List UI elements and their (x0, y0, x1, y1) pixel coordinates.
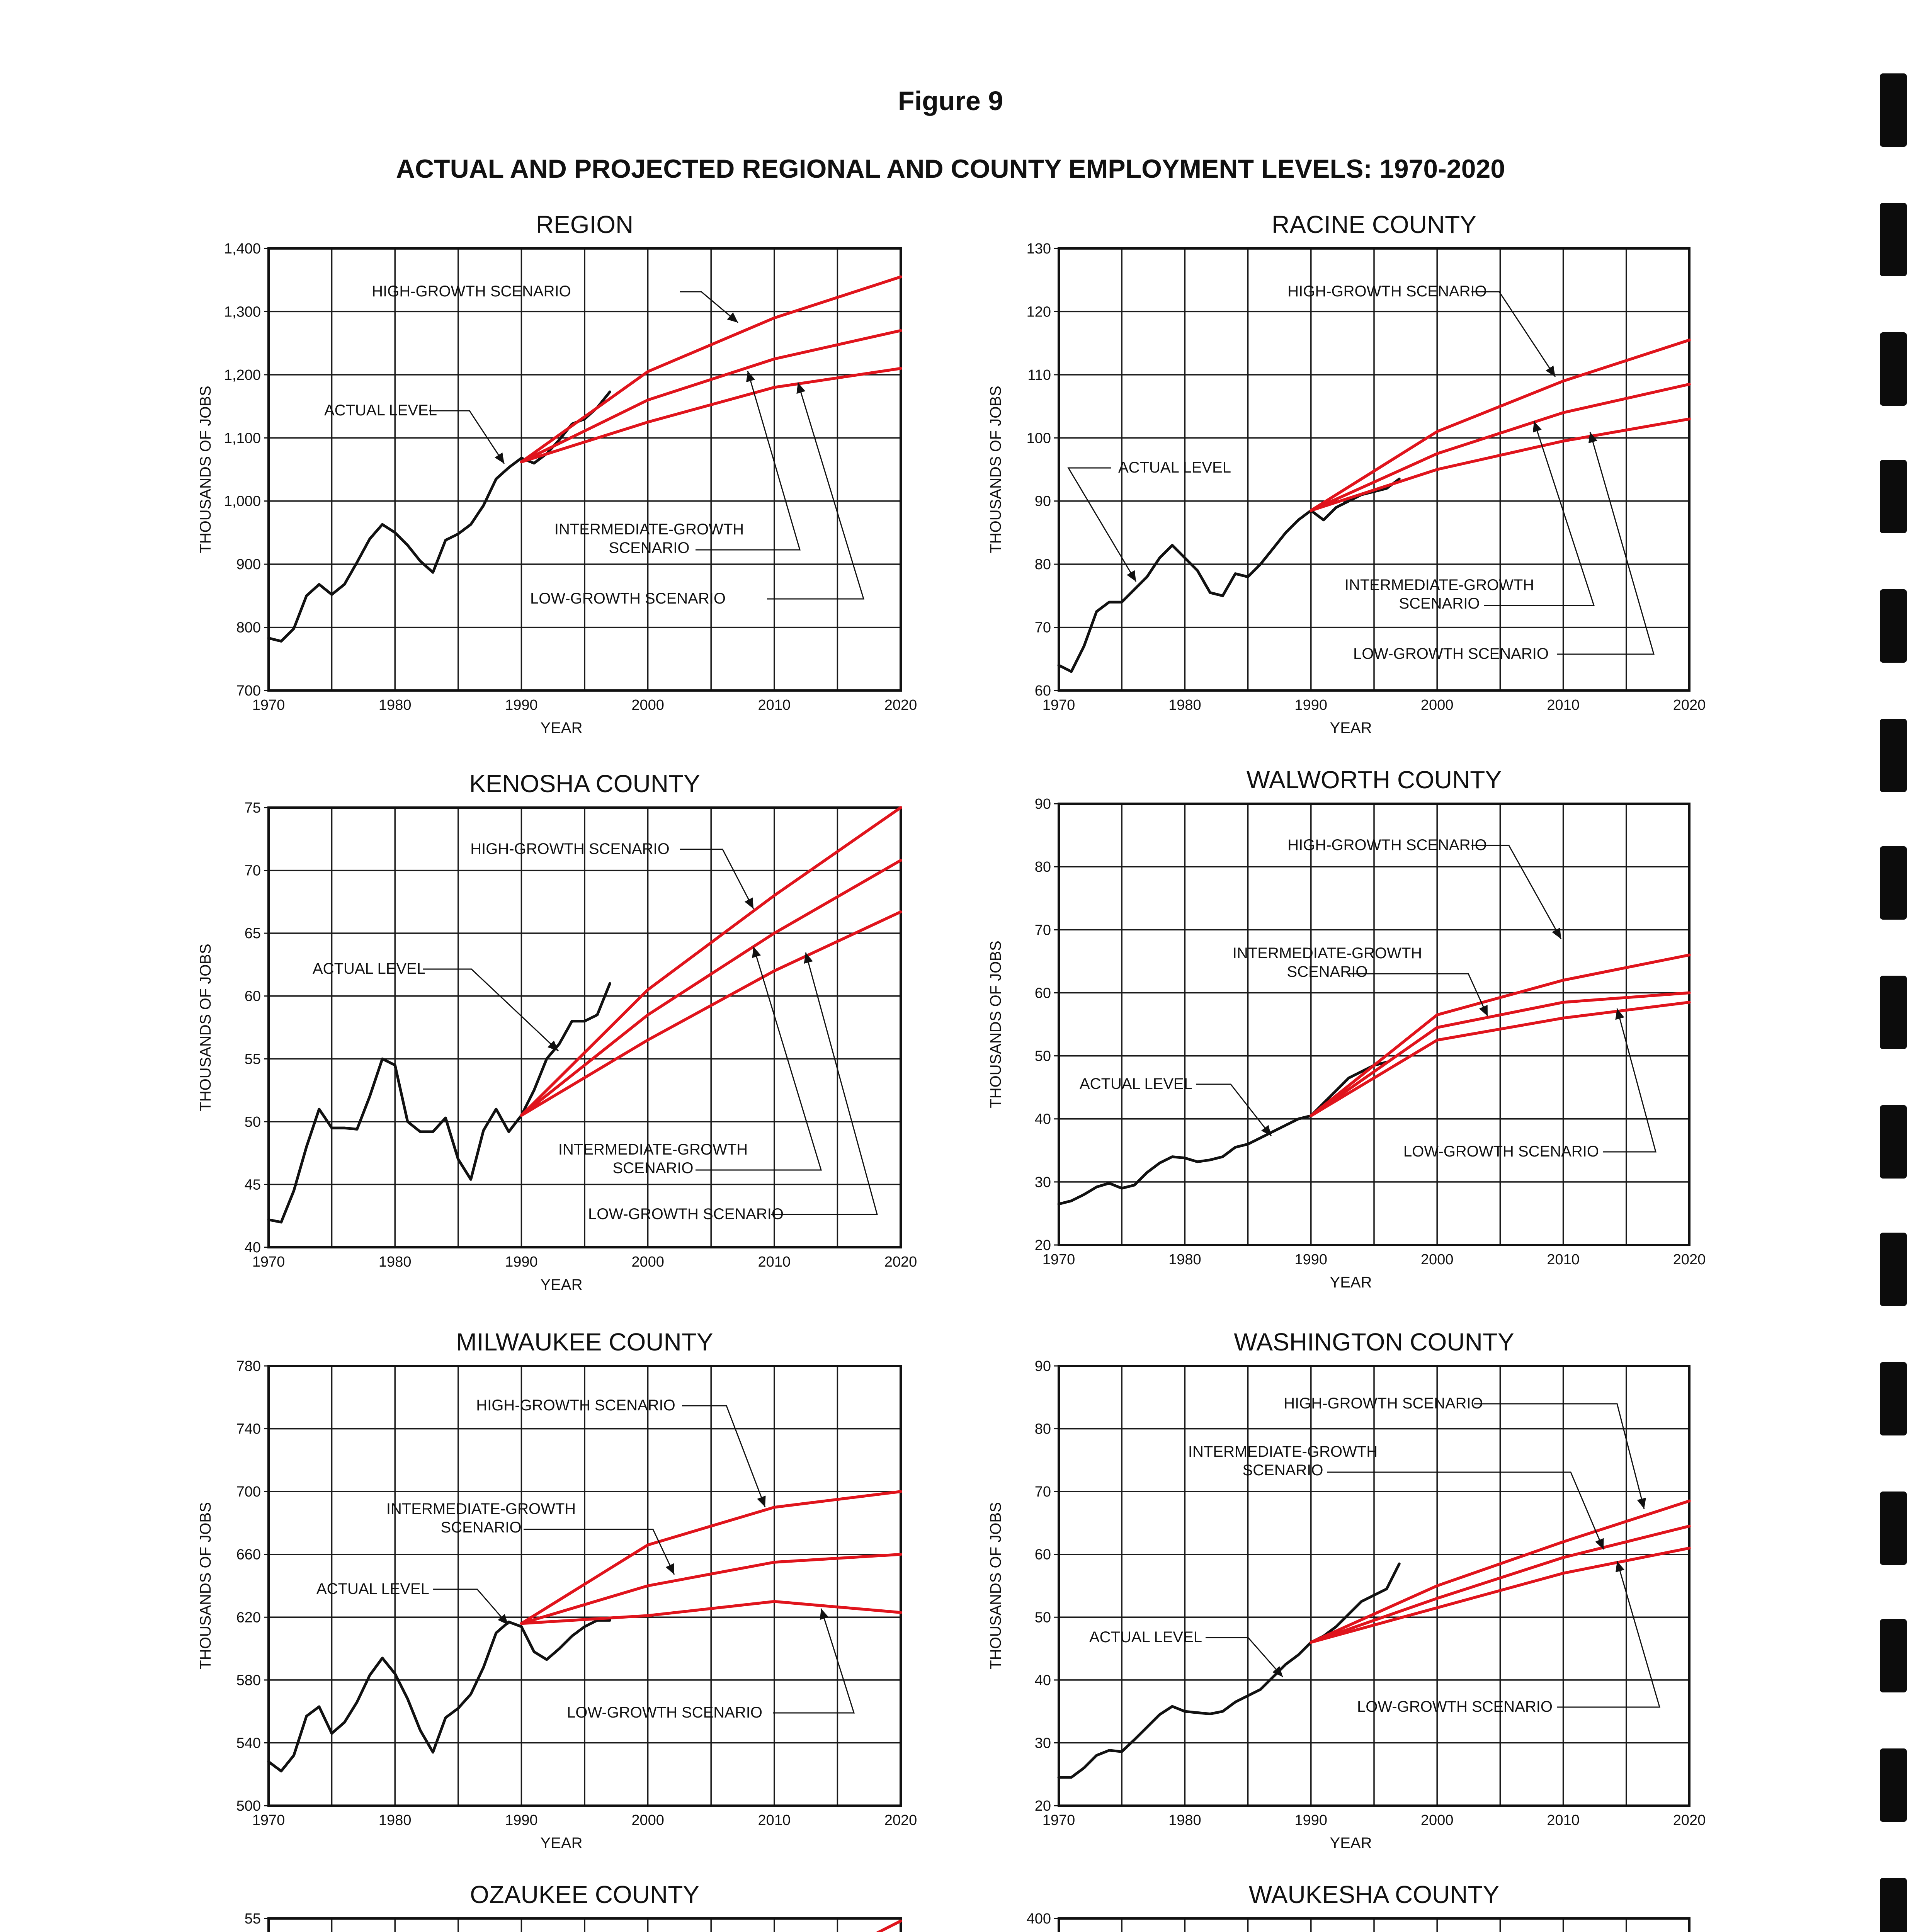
x-tick-label: 1990 (1294, 1252, 1328, 1268)
leader-arrow (1471, 845, 1561, 939)
chart-region (197, 211, 917, 736)
y-tick-label: 110 (1027, 367, 1051, 383)
y-tick-label: 60 (1034, 985, 1051, 1002)
binding-hole-8 (1880, 976, 1907, 1049)
callout-text: HIGH-GROWTH SCENARIO (1287, 837, 1487, 854)
chart-title: WASHINGTON COUNTY (1234, 1328, 1514, 1356)
callout-text: INTERMEDIATE-GROWTH (1232, 945, 1422, 962)
leader-arrow (680, 849, 753, 909)
leader-arrow (433, 1589, 508, 1625)
callout-text: INTERMEDIATE-GROWTH (386, 1500, 576, 1517)
leader-arrow (1557, 432, 1654, 654)
binding-hole-11 (1880, 1362, 1907, 1435)
callout-text: SCENARIO (440, 1519, 522, 1536)
chart-kenosha (197, 770, 917, 1293)
y-tick-label: 120 (1026, 304, 1051, 320)
x-axis-label: YEAR (1330, 719, 1372, 736)
x-tick-label: 1980 (378, 1812, 412, 1828)
leader-arrow (767, 383, 864, 599)
chart-waukesha (987, 1881, 1706, 1932)
x-tick-label: 2000 (631, 1254, 664, 1270)
y-tick-label: 50 (1034, 1609, 1051, 1626)
actual-level-line (1059, 479, 1399, 672)
y-tick-label: 620 (236, 1609, 261, 1626)
x-tick-label: 2010 (758, 1254, 791, 1270)
y-tick-label: 20 (1034, 1798, 1051, 1814)
figure-label: Figure 9 (898, 86, 1003, 116)
intermediate-growth-callout (1233, 945, 1488, 1016)
x-tick-label: 2000 (631, 697, 664, 713)
y-tick-label: 740 (236, 1421, 261, 1437)
chart-racine (987, 211, 1706, 736)
y-tick-label: 700 (236, 1484, 261, 1500)
x-tick-label: 1980 (378, 697, 412, 713)
y-tick-label: 70 (1034, 1484, 1051, 1500)
callout-text: HIGH-GROWTH SCENARIO (1287, 283, 1487, 300)
callout-text: ACTUAL LEVEL (1118, 459, 1231, 476)
y-tick-label: 40 (1034, 1111, 1051, 1128)
x-tick-label: 1990 (505, 1812, 538, 1828)
callout-text: ACTUAL LEVEL (324, 402, 437, 419)
y-tick-label: 400 (1026, 1911, 1051, 1927)
binding-hole-2 (1880, 203, 1907, 276)
x-tick-label: 1980 (1168, 697, 1201, 713)
y-axis-label: THOUSANDS OF JOBS (197, 1502, 214, 1670)
intermediate-growth-callout (386, 1500, 674, 1575)
intermediate-growth-callout (558, 947, 821, 1177)
callout-text: SCENARIO (1287, 963, 1368, 980)
callout-text: ACTUAL LEVEL (1089, 1629, 1202, 1646)
charts-layer (197, 211, 1706, 1932)
leader-arrow (773, 1609, 854, 1713)
leader-arrow (1196, 1084, 1271, 1136)
y-tick-label: 1,000 (224, 493, 261, 510)
y-tick-label: 30 (1034, 1735, 1051, 1752)
actual-level-line (269, 983, 610, 1222)
actual-level-line (1059, 1564, 1399, 1777)
callout-text: LOW-GROWTH SCENARIO (567, 1704, 762, 1721)
y-tick-label: 40 (244, 1240, 261, 1256)
binding-hole-5 (1880, 589, 1907, 663)
x-tick-label: 2020 (1673, 1812, 1706, 1828)
y-tick-label: 50 (1034, 1048, 1051, 1065)
x-tick-label: 1970 (1042, 697, 1075, 713)
y-tick-label: 80 (1034, 1421, 1051, 1437)
y-tick-label: 70 (1034, 922, 1051, 939)
leader-arrow (1327, 1472, 1604, 1549)
x-tick-label: 1990 (505, 1254, 538, 1270)
binding-hole-14 (1880, 1748, 1907, 1822)
y-tick-label: 80 (1034, 859, 1051, 876)
leader-arrow (423, 969, 558, 1051)
y-axis-label: THOUSANDS OF JOBS (987, 940, 1004, 1108)
chart-title: MILWAUKEE COUNTY (456, 1328, 713, 1356)
high-growth-callout (1287, 837, 1561, 939)
x-tick-label: 1980 (378, 1254, 412, 1270)
x-tick-label: 2020 (884, 1254, 917, 1270)
y-tick-label: 580 (236, 1672, 261, 1689)
callout-text: SCENARIO (612, 1160, 694, 1177)
x-axis-label: YEAR (1330, 1835, 1372, 1852)
y-tick-label: 800 (236, 619, 261, 636)
binding-hole-9 (1880, 1105, 1907, 1179)
binding-hole-4 (1880, 460, 1907, 533)
callout-text: HIGH-GROWTH SCENARIO (476, 1397, 675, 1414)
main-title: ACTUAL AND PROJECTED REGIONAL AND COUNTY EMPLOYMENT LEVELS: 1970-2020 (396, 154, 1505, 184)
leader-arrow (1471, 292, 1555, 377)
leader-arrow (524, 1529, 674, 1575)
chart-title: REGION (536, 211, 634, 238)
callout-text: SCENARIO (609, 539, 690, 556)
intermediate-growth-callout (1345, 421, 1594, 612)
intermediate-growth-callout (554, 371, 800, 556)
y-tick-label: 1,100 (224, 430, 261, 447)
actual-level-callout (1080, 1075, 1271, 1136)
binding-hole-13 (1880, 1619, 1907, 1692)
binding-hole-6 (1880, 719, 1907, 792)
chart-title: OZAUKEE COUNTY (470, 1881, 699, 1908)
actual-level-callout (316, 1580, 508, 1625)
leader-arrow (1349, 974, 1488, 1016)
callout-text: LOW-GROWTH SCENARIO (1353, 645, 1549, 662)
x-tick-label: 1970 (252, 1254, 285, 1270)
x-axis-label: YEAR (540, 1276, 583, 1293)
high-growth-callout (1287, 283, 1555, 377)
chart-title: WALWORTH COUNTY (1246, 766, 1502, 794)
intermediate-growth-callout (1188, 1443, 1604, 1549)
leader-arrow (680, 292, 738, 323)
x-tick-label: 2010 (758, 1812, 791, 1828)
y-tick-label: 60 (1034, 683, 1051, 699)
leader-arrow (1557, 1561, 1660, 1707)
leader-arrow (429, 411, 504, 464)
y-tick-label: 100 (1026, 430, 1051, 447)
chart-ozaukee (197, 1881, 917, 1932)
chart-title: WAUKESHA COUNTY (1248, 1881, 1500, 1908)
callout-text: HIGH-GROWTH SCENARIO (372, 283, 571, 300)
actual-level-callout (1068, 459, 1231, 582)
y-tick-label: 900 (236, 556, 261, 573)
x-tick-label: 2000 (1420, 1252, 1454, 1268)
x-tick-label: 1990 (1294, 1812, 1328, 1828)
low-growth-callout (530, 383, 864, 607)
x-tick-label: 2000 (631, 1812, 664, 1828)
callout-text: HIGH-GROWTH SCENARIO (1284, 1395, 1483, 1412)
y-tick-label: 50 (244, 1114, 261, 1130)
binding-hole-7 (1880, 846, 1907, 920)
y-tick-label: 40 (1034, 1672, 1051, 1689)
x-tick-label: 2010 (758, 697, 791, 713)
callout-text: SCENARIO (1399, 595, 1480, 612)
binding-hole-1 (1880, 73, 1907, 147)
y-tick-label: 1,400 (224, 241, 261, 257)
y-tick-label: 65 (244, 925, 261, 942)
leader-arrow (1603, 1009, 1656, 1152)
chart-washington (987, 1328, 1706, 1852)
y-axis-label: THOUSANDS OF JOBS (987, 386, 1004, 553)
x-tick-label: 1980 (1168, 1252, 1201, 1268)
x-tick-label: 1980 (1168, 1812, 1201, 1828)
chart-milwaukee (197, 1328, 917, 1852)
y-tick-label: 60 (1034, 1546, 1051, 1563)
y-tick-label: 660 (236, 1546, 261, 1563)
x-tick-label: 2020 (884, 1812, 917, 1828)
y-tick-label: 90 (1034, 1358, 1051, 1374)
binding-hole-15 (1880, 1878, 1907, 1932)
callout-text: INTERMEDIATE-GROWTH (558, 1141, 748, 1158)
chart-walworth (987, 766, 1706, 1291)
x-tick-label: 1970 (252, 1812, 285, 1828)
y-axis-label: THOUSANDS OF JOBS (197, 944, 214, 1111)
y-tick-label: 55 (244, 1911, 261, 1927)
y-tick-label: 30 (1034, 1174, 1051, 1190)
x-tick-label: 2010 (1547, 1252, 1580, 1268)
x-tick-label: 2010 (1547, 1812, 1580, 1828)
callout-text: LOW-GROWTH SCENARIO (1403, 1143, 1599, 1160)
callout-text: ACTUAL LEVEL (316, 1580, 429, 1597)
y-tick-label: 1,300 (224, 304, 261, 320)
low-growth-callout (1357, 1561, 1660, 1715)
x-tick-label: 2020 (1673, 1252, 1706, 1268)
y-tick-label: 20 (1034, 1237, 1051, 1253)
callout-text: LOW-GROWTH SCENARIO (1357, 1698, 1553, 1715)
y-tick-label: 45 (244, 1177, 261, 1193)
binding-hole-10 (1880, 1233, 1907, 1306)
y-axis-label: THOUSANDS OF JOBS (987, 1502, 1004, 1670)
binding-hole-12 (1880, 1492, 1907, 1565)
y-tick-label: 500 (236, 1798, 261, 1814)
callout-text: INTERMEDIATE-GROWTH (1188, 1443, 1378, 1460)
binding-hole-3 (1880, 332, 1907, 406)
x-tick-label: 2020 (884, 697, 917, 713)
y-tick-label: 540 (236, 1735, 261, 1752)
actual-level-callout (1089, 1629, 1283, 1677)
y-tick-label: 80 (1034, 556, 1051, 573)
binding-hole-strip (1880, 73, 1907, 1932)
actual-level-line (269, 1620, 610, 1771)
leader-arrow (1206, 1638, 1283, 1677)
leader-arrow (771, 952, 877, 1214)
high-growth-callout (372, 283, 738, 323)
callout-text: LOW-GROWTH SCENARIO (588, 1206, 784, 1223)
chart-title: RACINE COUNTY (1272, 211, 1476, 238)
callout-text: INTERMEDIATE-GROWTH (554, 521, 744, 538)
callout-text: ACTUAL LEVEL (1080, 1075, 1192, 1092)
x-tick-label: 2000 (1420, 1812, 1454, 1828)
y-tick-label: 780 (236, 1358, 261, 1374)
x-tick-label: 1990 (1294, 697, 1328, 713)
callout-text: LOW-GROWTH SCENARIO (530, 590, 726, 607)
y-tick-label: 75 (244, 800, 261, 816)
x-axis-label: YEAR (540, 1835, 583, 1852)
x-axis-label: YEAR (1330, 1274, 1372, 1291)
y-tick-label: 700 (236, 683, 261, 699)
x-tick-label: 2000 (1420, 697, 1454, 713)
y-tick-label: 90 (1034, 796, 1051, 812)
callout-text: SCENARIO (1242, 1462, 1323, 1479)
callout-text: ACTUAL LEVEL (313, 960, 425, 977)
x-tick-label: 1970 (1042, 1812, 1075, 1828)
x-tick-label: 1970 (1042, 1252, 1075, 1268)
y-tick-label: 70 (1034, 619, 1051, 636)
y-axis-label: THOUSANDS OF JOBS (197, 386, 214, 553)
high-growth-callout (476, 1397, 765, 1507)
y-tick-label: 55 (244, 1051, 261, 1068)
callout-text: INTERMEDIATE-GROWTH (1344, 577, 1534, 594)
y-tick-label: 130 (1026, 241, 1051, 257)
y-tick-label: 70 (244, 862, 261, 879)
y-tick-label: 60 (244, 988, 261, 1005)
low-growth-callout (1403, 1009, 1656, 1160)
x-tick-label: 1990 (505, 697, 538, 713)
callout-text: HIGH-GROWTH SCENARIO (470, 840, 670, 857)
x-axis-label: YEAR (540, 719, 583, 736)
y-tick-label: 90 (1034, 493, 1051, 510)
y-tick-label: 1,200 (224, 367, 261, 383)
chart-title: KENOSHA COUNTY (469, 770, 700, 798)
x-tick-label: 2010 (1547, 697, 1580, 713)
x-tick-label: 2020 (1673, 697, 1706, 713)
x-tick-label: 1970 (252, 697, 285, 713)
actual-level-callout (324, 402, 504, 464)
